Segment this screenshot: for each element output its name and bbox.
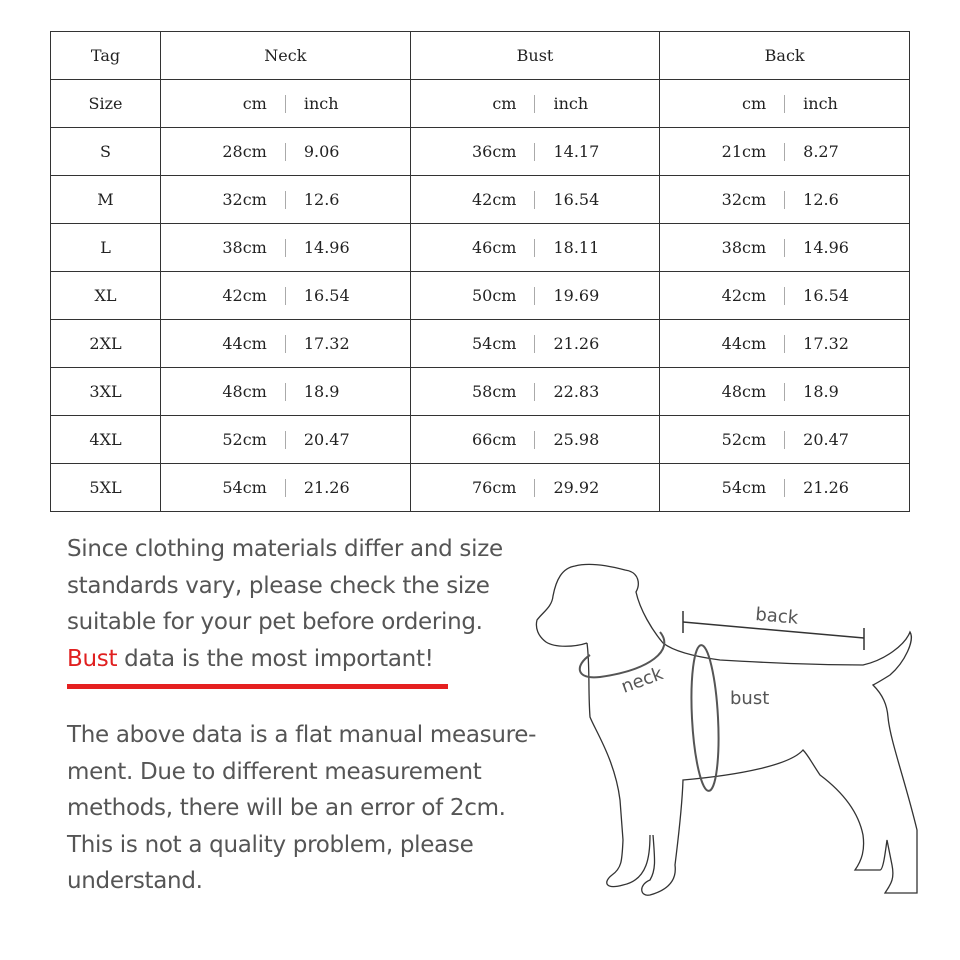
neck-cm: 32cm [222, 190, 267, 209]
back-inch: 21.26 [803, 478, 849, 497]
unit-cm: cm [742, 94, 767, 113]
bust-inch: 25.98 [553, 430, 600, 449]
bust-cm: 58cm [471, 382, 517, 401]
note-line: methods, there will be an error of 2cm. [67, 795, 506, 821]
note-line: The above data is a flat manual measure- [67, 722, 537, 748]
back-cm: 42cm [721, 286, 767, 305]
bust-cm: 46cm [471, 238, 517, 257]
size-cell: M [51, 176, 161, 224]
bust-cm: 42cm [471, 190, 517, 209]
size-cell: 3XL [51, 368, 161, 416]
back-inch: 17.32 [803, 334, 849, 353]
size-cell: 2XL [51, 320, 161, 368]
bust-highlight: Bust [67, 645, 118, 672]
neck-inch: 14.96 [303, 238, 350, 257]
neck-cm: 44cm [222, 334, 267, 353]
bust-inch: 18.11 [553, 238, 600, 257]
unit-inch: inch [553, 94, 589, 113]
note-line: standards vary, please check the size [67, 572, 490, 599]
bust-cm: 36cm [471, 142, 517, 161]
neck-label: neck [618, 663, 666, 698]
header-size: Size [51, 80, 161, 128]
note-line: suitable for your pet before ordering. [67, 609, 483, 635]
note-text: data is the most important! [117, 645, 434, 672]
header-neck: Neck [161, 32, 411, 80]
bust-cm: 50cm [471, 286, 517, 305]
neck-inch: 21.26 [303, 478, 350, 497]
neck-cm: 38cm [222, 238, 267, 257]
neck-cm: 28cm [222, 142, 267, 161]
bust-inch: 19.69 [553, 286, 600, 305]
back-cm: 44cm [721, 334, 767, 353]
neck-inch: 12.6 [303, 190, 340, 209]
note-line: This is not a quality problem, please [67, 831, 474, 858]
bust-inch: 21.26 [553, 334, 600, 353]
neck-inch: 9.06 [303, 142, 340, 161]
back-inch: 18.9 [803, 382, 839, 401]
bust-label: bust [730, 688, 770, 709]
back-inch: 20.47 [803, 430, 849, 449]
bust-inch: 29.92 [553, 478, 600, 497]
back-inch: 14.96 [803, 238, 849, 257]
neck-cm: 52cm [222, 430, 267, 449]
bust-ring [688, 644, 722, 791]
note-line: understand. [67, 868, 203, 894]
unit-cm: cm [242, 94, 267, 113]
bust-inch: 22.83 [553, 382, 600, 401]
bust-inch: 14.17 [553, 142, 600, 161]
header-back: Back [660, 32, 910, 80]
bust-cm: 76cm [471, 478, 517, 497]
header-tag: Tag [51, 32, 161, 80]
note-line: ment. Due to different measurement [67, 758, 482, 785]
neck-inch: 17.32 [303, 334, 350, 353]
bust-cm: 54cm [471, 334, 517, 353]
size-cell: XL [51, 272, 161, 320]
back-cm: 21cm [721, 142, 767, 161]
size-cell: 4XL [51, 416, 161, 464]
neck-inch: 16.54 [303, 286, 350, 305]
neck-cm: 48cm [222, 382, 267, 401]
back-cm: 32cm [721, 190, 767, 209]
back-label: back [754, 604, 800, 629]
note-line: Since clothing materials differ and size [67, 536, 503, 562]
unit-inch: inch [303, 94, 339, 113]
header-bust: Bust [410, 32, 660, 80]
neck-cm: 42cm [222, 286, 267, 305]
size-cell: S [51, 128, 161, 176]
unit-inch: inch [803, 94, 838, 113]
neck-inch: 18.9 [303, 382, 340, 401]
unit-cm: cm [492, 94, 517, 113]
neck-cm: 54cm [222, 478, 267, 497]
neck-inch: 20.47 [303, 430, 350, 449]
back-cm: 52cm [721, 430, 767, 449]
bust-inch: 16.54 [553, 190, 600, 209]
back-inch: 8.27 [803, 142, 839, 161]
bust-cm: 66cm [471, 430, 517, 449]
back-inch: 16.54 [803, 286, 849, 305]
size-cell: 5XL [51, 464, 161, 512]
back-cm: 48cm [721, 382, 767, 401]
back-cm: 54cm [721, 478, 767, 497]
size-cell: L [51, 224, 161, 272]
back-inch: 12.6 [803, 190, 839, 209]
dog-outline [536, 564, 917, 895]
back-cm: 38cm [721, 238, 767, 257]
